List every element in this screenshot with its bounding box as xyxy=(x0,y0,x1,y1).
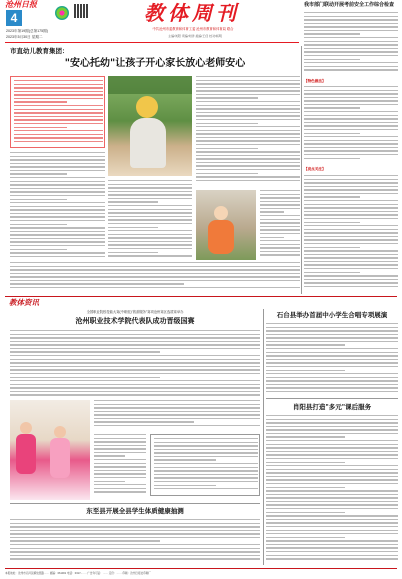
flower-logo-icon xyxy=(55,6,69,20)
lead-body-col-3 xyxy=(196,76,300,186)
lead-photo xyxy=(108,76,192,176)
sidebar-heading-1: 【特色做法】 xyxy=(304,79,326,83)
right-column-divider xyxy=(301,46,302,294)
news-1-body-2 xyxy=(94,400,260,432)
lead-inset-photo xyxy=(196,190,256,260)
paper-logo: 沧州日报 xyxy=(5,0,37,9)
edition-line: 2023年第19期(总第175期) xyxy=(6,29,48,33)
photo-child-head xyxy=(136,96,158,118)
news-3-body xyxy=(266,415,398,565)
news-2-3-divider xyxy=(266,398,398,399)
photo-leaves xyxy=(108,76,192,94)
section-bar xyxy=(5,296,397,306)
lead-headline: "安心托幼"让孩子开心家长放心老师安心 xyxy=(64,58,246,69)
date-line: 2023年5月30日 星期二 xyxy=(6,35,43,39)
section-label: 教体资讯 xyxy=(9,298,39,307)
lead-intro-box xyxy=(10,76,105,148)
right-column-text-2 xyxy=(304,175,398,293)
news-4-body xyxy=(10,519,260,565)
news-1-body-3 xyxy=(94,434,146,496)
lower-right-divider xyxy=(263,309,264,565)
photo-child-body xyxy=(130,118,166,168)
lead-body-col-5 xyxy=(10,262,300,294)
news-4-headline: 东至县开展全县学生体质健康抽测 xyxy=(86,507,184,515)
top-right-headline: 我市部门联动开展考前安全工作综合检查 xyxy=(304,2,395,8)
lead-body-col-2 xyxy=(108,180,192,260)
lead-kicker: 市直幼儿教育集团： xyxy=(10,47,69,55)
page-title: 教体周刊 xyxy=(144,1,240,25)
news-4-rule xyxy=(10,503,260,504)
lead-body-col-4 xyxy=(260,190,300,260)
lead-body-col-1 xyxy=(10,152,105,260)
news-2-body xyxy=(266,323,398,395)
right-column-text-1 xyxy=(304,86,398,164)
qr-code-icon xyxy=(74,4,88,18)
news-1-inset-box xyxy=(150,434,260,496)
news-1-headline: 沧州职业技术学院代表队成功晋级国赛 xyxy=(75,316,195,325)
sidebar-heading-2: 【亮点关注】 xyxy=(304,167,326,171)
page-number-badge: 4 xyxy=(6,10,22,26)
sponsor-line: 中共沧州市委教育和体育工委 沧州市教育和体育局 联合 xyxy=(152,27,234,31)
masthead-rule xyxy=(5,42,299,43)
news-2-headline: 石台县举办首届中小学生合唱专项展演 xyxy=(276,311,388,319)
news-3-headline: 肖阳县打造"多元"课后服务 xyxy=(292,403,372,411)
news-1-pretitle: 全国职业院校技能大赛(中职组)"旅游服务"赛项沧州赛区选拔赛举办 xyxy=(86,310,184,314)
editor-line: 主编/刘阳 责编/刘洋 美编/王佳 校对/杨明 xyxy=(168,34,222,38)
footer-text: 本报地址：沧州市运河区解放西路…… 邮编：061001 电话：0317-…… 广告许可证：…… 定价：…… 印刷：沧州日报社印刷厂 xyxy=(5,572,151,575)
top-right-article-text xyxy=(304,12,398,76)
news-1-photo xyxy=(10,400,90,500)
news-1-body xyxy=(10,330,260,400)
footer-rule xyxy=(5,568,397,569)
